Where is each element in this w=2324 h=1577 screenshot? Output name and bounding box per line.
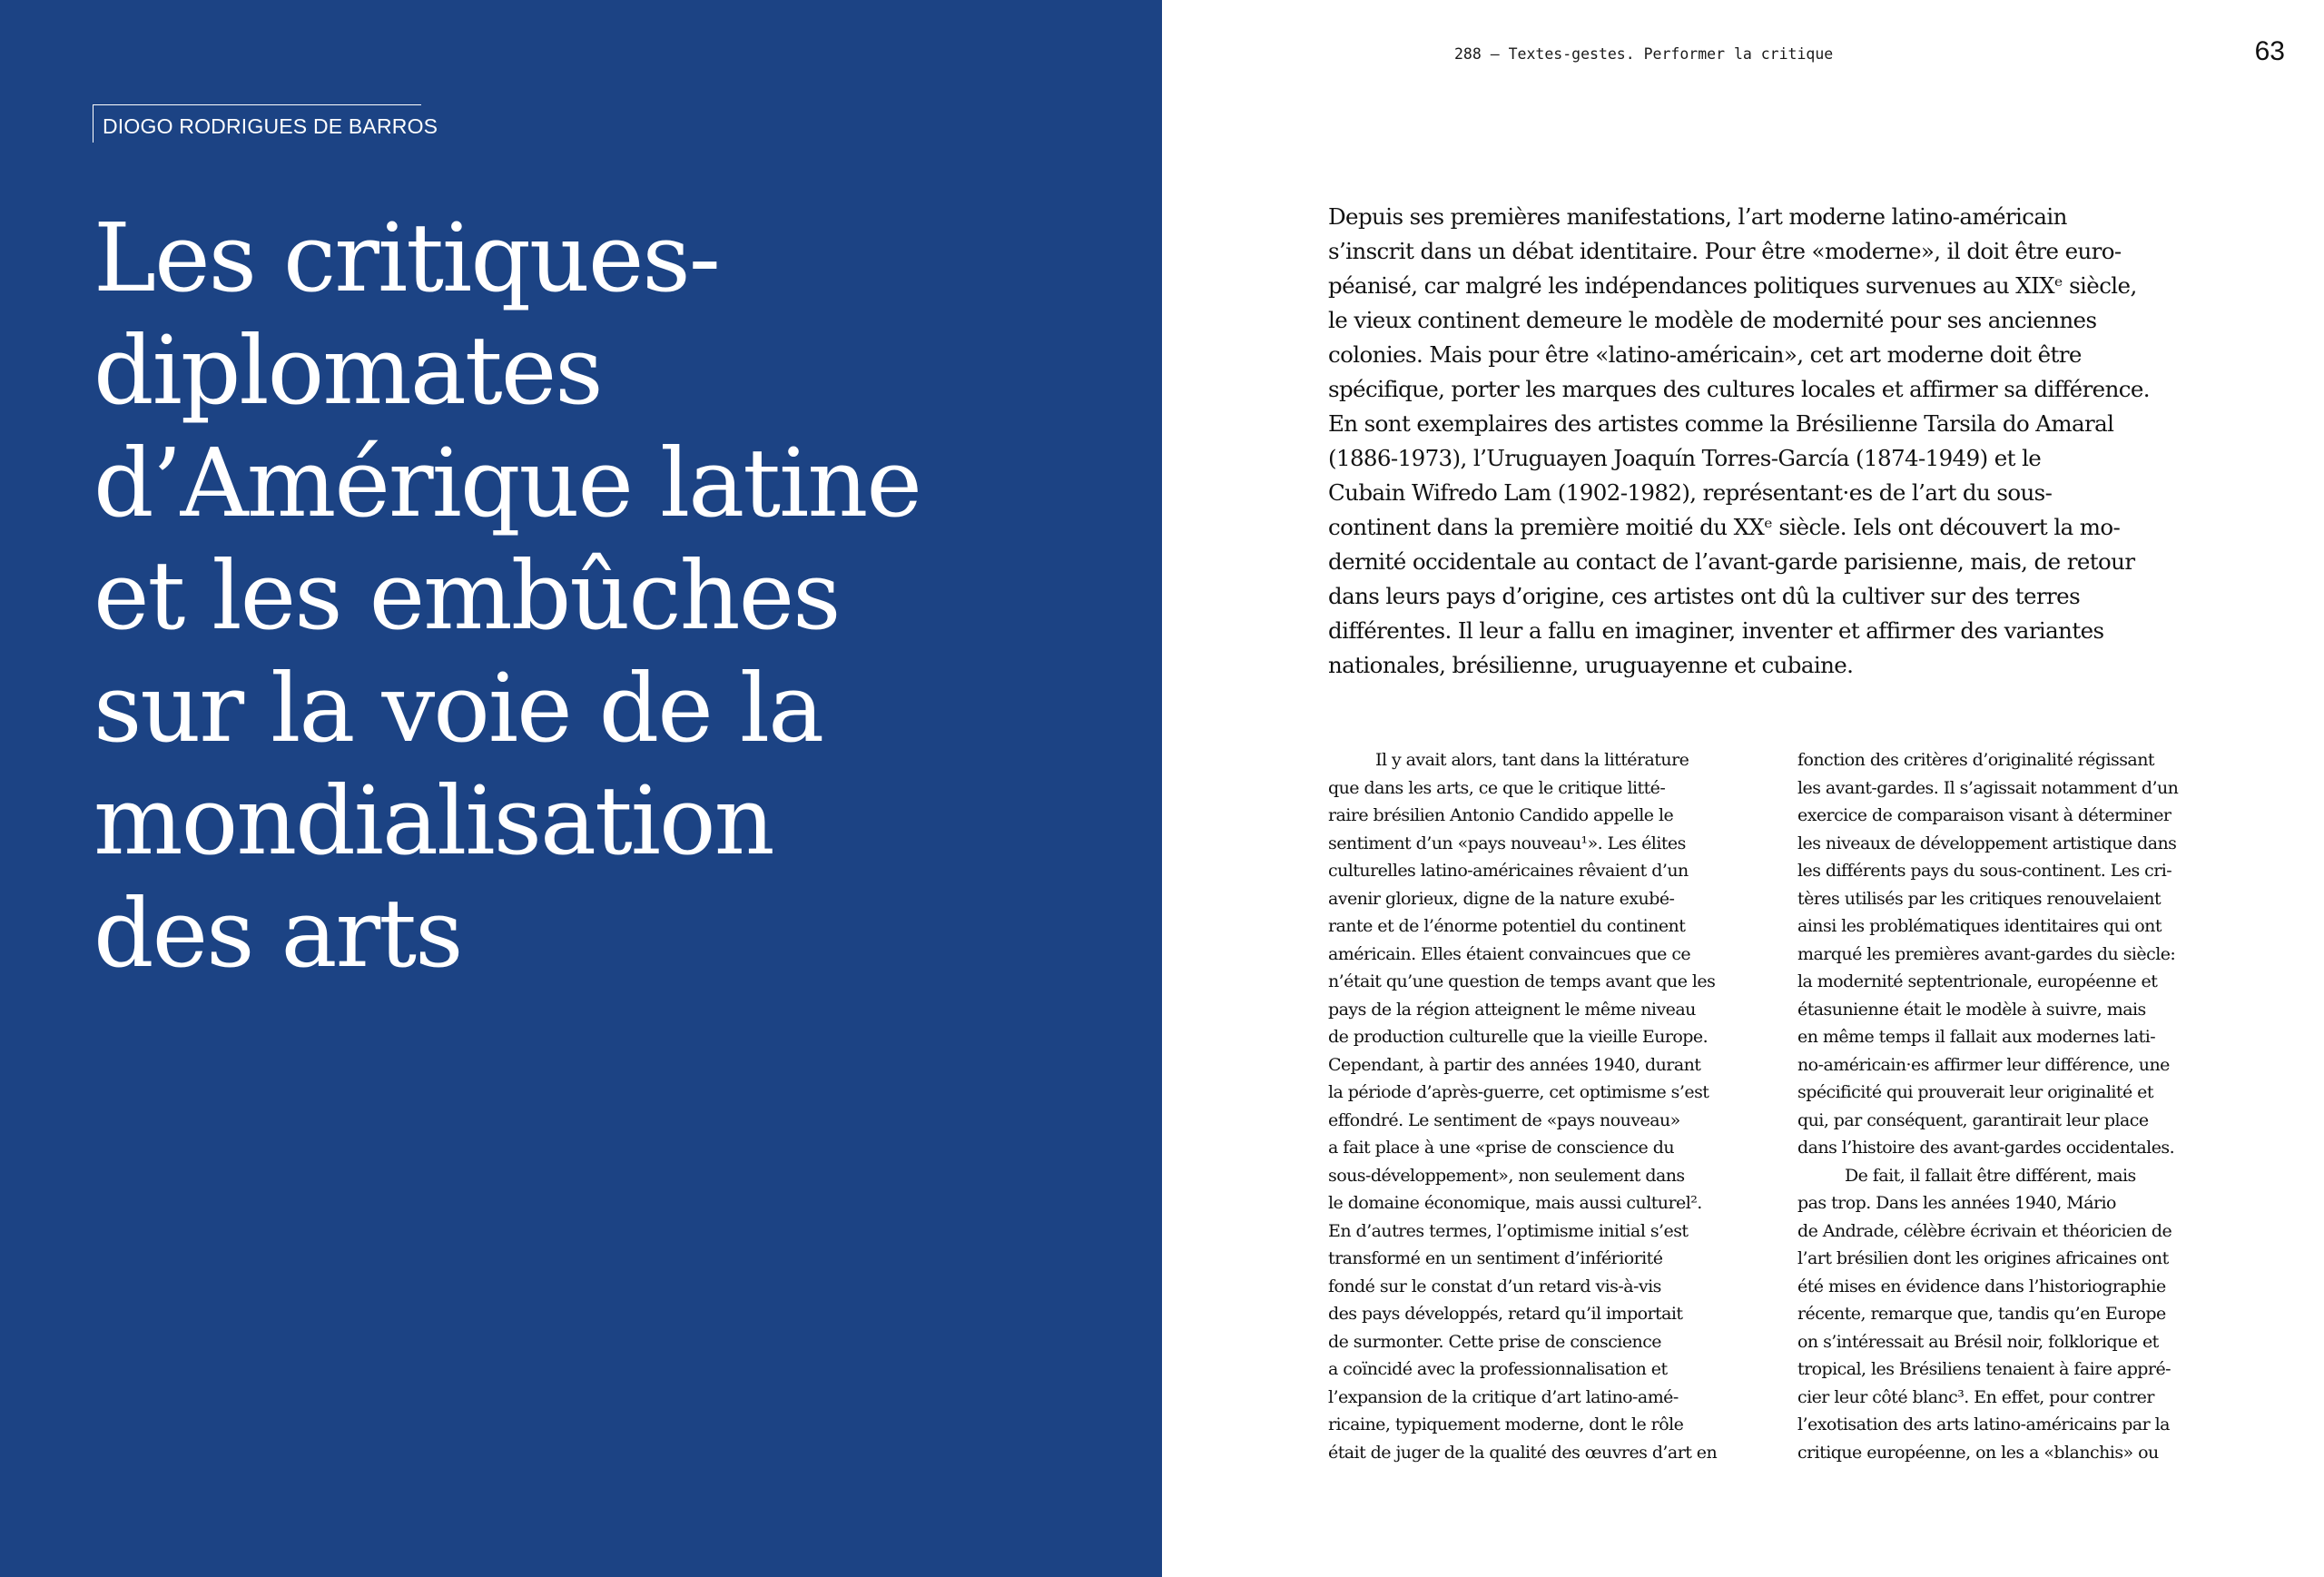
column-line: pays de la région atteignent le même niveau bbox=[1328, 999, 1696, 1020]
author-name: DIOGO RODRIGUES DE BARROS bbox=[103, 114, 438, 138]
column-line: récente, remarque que, tandis qu’en Europe bbox=[1797, 1304, 2166, 1324]
column-line: exercice de comparaison visant à déterminer bbox=[1797, 805, 2171, 825]
title-line: diplomates bbox=[94, 315, 602, 426]
column-line: fonction des critères d’originalité régissant bbox=[1797, 750, 2154, 770]
lead-line: continent dans la première moitié du XXᵉ siècle. Iels ont découvert la mo- bbox=[1328, 514, 2121, 540]
column-line: culturelles latino-américaines rêvaient d’un bbox=[1328, 861, 1689, 881]
column-line: Il y avait alors, tant dans la littérature bbox=[1375, 750, 1689, 770]
column-line: la modernité septentrionale, européenne et bbox=[1797, 971, 2158, 991]
column-line: été mises en évidence dans l’historiographie bbox=[1797, 1276, 2166, 1296]
column-line: ainsi les problématiques identitaires qui ont bbox=[1797, 916, 2162, 936]
column-line: no-américain·es affirmer leur différence, une bbox=[1797, 1054, 2170, 1075]
lead-line: péanisé, car malgré les indépendances politiques survenues au XIXᵉ siècle, bbox=[1328, 272, 2137, 299]
column-line: dans l’histoire des avant-gardes occidentales. bbox=[1797, 1138, 2175, 1158]
column-line: sous-développement», non seulement dans bbox=[1328, 1165, 1685, 1186]
column-line: américain. Elles étaient convaincues que ce bbox=[1328, 943, 1691, 964]
column-line: l’exotisation des arts latino-américains par la bbox=[1797, 1414, 2170, 1434]
column-line: la période d’après-guerre, cet optimisme s’est bbox=[1328, 1082, 1709, 1102]
running-head: 288 — Textes-gestes. Performer la critique bbox=[1454, 45, 1834, 63]
right-page bbox=[1162, 0, 2324, 1577]
column-line: de production culturelle que la vieille Europe. bbox=[1328, 1027, 1709, 1047]
lead-line: (1886-1973), l’Uruguayen Joaquín Torres-García (1874-1949) et le bbox=[1328, 445, 2042, 471]
column-line: rante et de l’énorme potentiel du continent bbox=[1328, 916, 1686, 936]
column-line: pas trop. Dans les années 1940, Mário bbox=[1797, 1193, 2116, 1213]
lead-line: Cubain Wifredo Lam (1902-1982), représentant·es de l’art du sous- bbox=[1328, 479, 2053, 506]
column-line: Cependant, à partir des années 1940, durant bbox=[1328, 1054, 1701, 1075]
column-line: transformé en un sentiment d’infériorité bbox=[1328, 1248, 1663, 1268]
lead-paragraph bbox=[1328, 200, 2236, 683]
column-line: que dans les arts, ce que le critique litté- bbox=[1328, 777, 1666, 798]
column-line: était de juger de la qualité des œuvres d’art en bbox=[1328, 1442, 1718, 1463]
lead-line: dernité occidentale au contact de l’avant-garde parisienne, mais, de retour bbox=[1328, 548, 2135, 575]
lead-line: colonies. Mais pour être «latino-américain», cet art moderne doit être bbox=[1328, 341, 2082, 368]
body-column-left bbox=[1328, 746, 1782, 1466]
column-line: De fait, il fallait être différent, mais bbox=[1845, 1165, 2136, 1186]
lead-line: s’inscrit dans un débat identitaire. Pour être «moderne», il doit être euro- bbox=[1328, 238, 2122, 264]
column-line: n’était qu’une question de temps avant que les bbox=[1328, 971, 1716, 991]
column-line: étasunienne était le modèle à suivre, mais bbox=[1797, 999, 2146, 1020]
column-line: En d’autres termes, l’optimisme initial s’est bbox=[1328, 1220, 1689, 1241]
title-line: et les embûches bbox=[94, 540, 840, 651]
title-line: Les critiques- bbox=[94, 202, 719, 313]
column-line: spécificité qui prouverait leur originalité et bbox=[1797, 1082, 2153, 1102]
column-line: sentiment d’un «pays nouveau¹». Les élites bbox=[1328, 833, 1686, 853]
column-line: effondré. Le sentiment de «pays nouveau» bbox=[1328, 1109, 1680, 1130]
column-line: critique européenne, on les a «blanchis» ou bbox=[1797, 1442, 2159, 1463]
page-number: 63 bbox=[2254, 36, 2285, 66]
column-line: ricaine, typiquement moderne, dont le rôle bbox=[1328, 1414, 1684, 1434]
column-line: l’art brésilien dont les origines africaines ont bbox=[1797, 1248, 2169, 1268]
column-line: l’expansion de la critique d’art latino-amé- bbox=[1328, 1386, 1679, 1407]
column-line: des pays développés, retard qu’il importait bbox=[1328, 1304, 1683, 1324]
column-line: les avant-gardes. Il s’agissait notamment d’un bbox=[1797, 777, 2179, 798]
column-line: en même temps il fallait aux modernes lati- bbox=[1797, 1027, 2156, 1047]
column-line: raire brésilien Antonio Candido appelle le bbox=[1328, 805, 1674, 825]
chapter-title bbox=[94, 202, 1110, 990]
column-line: de Andrade, célèbre écrivain et théoricien de bbox=[1797, 1220, 2172, 1241]
column-line: tropical, les Brésiliens tenaient à faire appré- bbox=[1797, 1359, 2171, 1379]
column-line: a coïncidé avec la professionnalisation et bbox=[1328, 1359, 1668, 1379]
lead-line: Depuis ses premières manifestations, l’art moderne latino-américain bbox=[1328, 203, 2067, 230]
lead-line: spécifique, porter les marques des cultures locales et affirmer sa différence. bbox=[1328, 376, 2150, 402]
column-line: tères utilisés par les critiques renouvelaient bbox=[1797, 888, 2162, 909]
title-line: mondialisation bbox=[94, 765, 773, 876]
column-line: a fait place à une «prise de conscience du bbox=[1328, 1138, 1675, 1158]
lead-line: le vieux continent demeure le modèle de modernité pour ses anciennes bbox=[1328, 307, 2097, 333]
title-line: des arts bbox=[94, 878, 462, 989]
title-line: sur la voie de la bbox=[94, 653, 823, 764]
column-line: de surmonter. Cette prise de conscience bbox=[1328, 1331, 1662, 1352]
column-line: le domaine économique, mais aussi culturel². bbox=[1328, 1193, 1702, 1213]
column-line: les différents pays du sous-continent. Les cri- bbox=[1797, 861, 2172, 881]
body-column-right bbox=[1797, 746, 2251, 1466]
column-line: les niveaux de développement artistique dans bbox=[1797, 833, 2177, 853]
lead-line: En sont exemplaires des artistes comme la Brésilienne Tarsila do Amaral bbox=[1328, 410, 2114, 437]
author-label-frame bbox=[93, 104, 438, 143]
column-line: fondé sur le constat d’un retard vis-à-vis bbox=[1328, 1276, 1661, 1296]
column-line: qui, par conséquent, garantirait leur place bbox=[1797, 1109, 2149, 1130]
column-line: on s’intéressait au Brésil noir, folklorique et bbox=[1797, 1331, 2159, 1352]
lead-line: différentes. Il leur a fallu en imaginer, inventer et affirmer des variantes bbox=[1328, 617, 2104, 644]
lead-line: dans leurs pays d’origine, ces artistes ont dû la cultiver sur des terres bbox=[1328, 583, 2081, 609]
column-line: cier leur côté blanc³. En effet, pour contrer bbox=[1797, 1386, 2154, 1407]
column-line: marqué les premières avant-gardes du siècle: bbox=[1797, 943, 2176, 964]
column-line: avenir glorieux, digne de la nature exubé- bbox=[1328, 888, 1675, 909]
lead-line: nationales, brésilienne, uruguayenne et cubaine. bbox=[1328, 652, 1854, 678]
title-line: d’Amérique latine bbox=[94, 428, 921, 538]
